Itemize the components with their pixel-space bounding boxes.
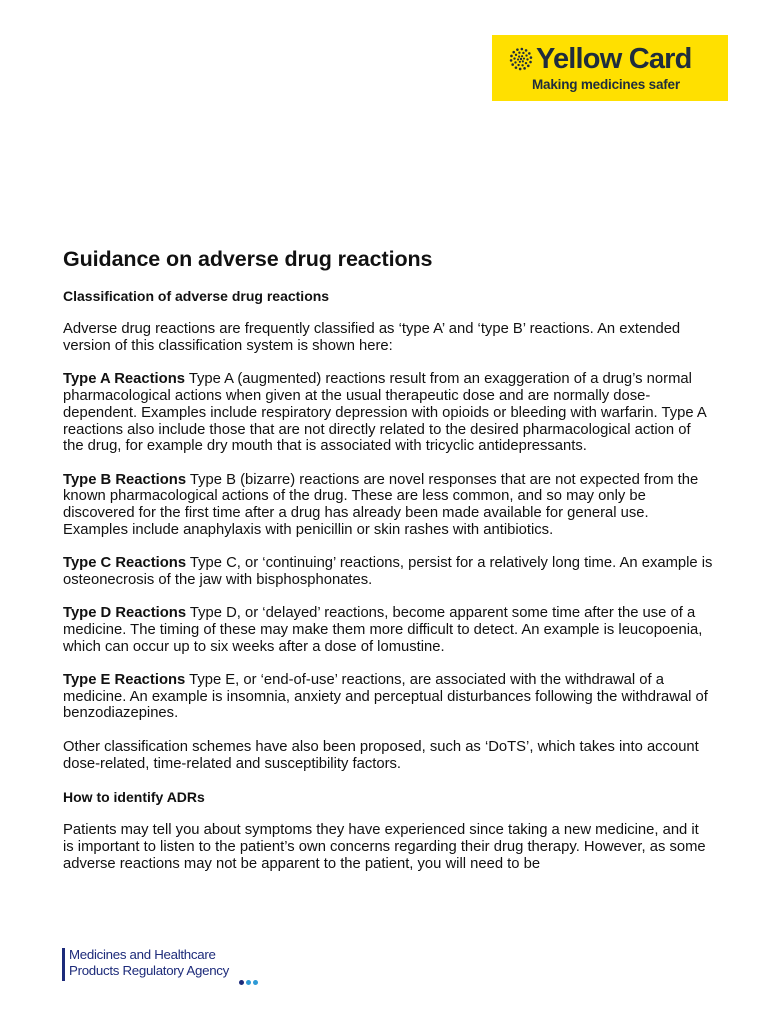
- type-a-text: Type A (augmented) reactions result from an exaggeration of a drug’s normal pharmacological actions when given at the usual therapeutic dose and are normally dose-dependent. Examples include respiratory depression with opioids or bleeding with warfarin. Type A reactions also include those that are not directly related to the desired pharmacological action of the drug, for example dry mouth that is associated with tricyclic antidepressants.: [63, 371, 706, 455]
- starburst-dot: [522, 52, 524, 54]
- starburst-dot: [525, 54, 527, 56]
- starburst-dot: [517, 58, 519, 60]
- starburst-dot: [525, 62, 527, 64]
- type-c-text: Type C, or ‘continuing’ reactions, persist for a relatively long time. An example is osteonecrosis of the jaw with bisphosphonates.: [63, 555, 713, 588]
- mhra-logo-bar: [62, 948, 65, 981]
- type-b-label: Type B Reactions: [63, 471, 187, 488]
- mhra-logo: [62, 945, 262, 989]
- starburst-dot: [526, 58, 528, 60]
- starburst-dot: [519, 61, 521, 63]
- type-a-paragraph: [63, 371, 713, 455]
- type-e-label: Type E Reactions: [63, 672, 186, 689]
- mhra-line-2: Products Regulatory Agency: [69, 963, 229, 978]
- mhra-agency-name: [69, 947, 229, 979]
- starburst-dot: [517, 64, 519, 66]
- starburst-dot: [521, 64, 523, 66]
- starburst-dot: [515, 54, 517, 56]
- type-b-text: Type B (bizarre) reactions are novel responses that are not expected from the known pharmacological actions of the drug. These are less common, and so may only be discovered for the first time after a drug has already been made available for general use. Examples include anaphylaxis with penicillin or skin rashes with antibiotics.: [63, 471, 699, 538]
- starburst-dot: [510, 59, 513, 62]
- classification-heading: Classification of adverse drug reactions: [63, 288, 330, 304]
- starburst-dot: [514, 61, 516, 63]
- type-e-text: Type E, or ‘end-of-use’ reactions, are associated with the withdrawal of a medicine. An example is insomnia, anxiety and perceptual disturbances following the withdrawal of benzodiazepines.: [63, 672, 708, 722]
- starburst-dot: [516, 48, 519, 51]
- mhra-dot-2: [246, 980, 251, 985]
- starburst-dot: [527, 65, 530, 68]
- starburst-dot: [522, 60, 524, 62]
- mhra-dot-1: [239, 980, 244, 985]
- type-e-paragraph: [63, 672, 713, 722]
- type-c-label: Type C Reactions: [63, 555, 187, 572]
- starburst-icon: [508, 46, 534, 72]
- starburst-dot: [520, 58, 522, 60]
- starburst-dot: [518, 56, 520, 58]
- starburst-dot: [519, 68, 522, 71]
- other-schemes-paragraph: Other classification schemes have also been proposed, such as ‘DoTS’, which takes into account dose-related, time-related and susceptibility factors.: [63, 738, 699, 772]
- type-a-label: Type A Reactions: [63, 371, 185, 388]
- starburst-dot: [510, 55, 513, 58]
- type-b-paragraph: [63, 472, 713, 539]
- starburst-dot: [521, 48, 524, 51]
- type-d-paragraph: [63, 605, 713, 655]
- starburst-dot: [525, 49, 528, 52]
- starburst-dot: [521, 55, 523, 57]
- document-body: [63, 244, 713, 889]
- identify-heading: How to identify ADRs: [63, 788, 205, 805]
- starburst-dot: [528, 52, 531, 55]
- document-title: Guidance on adverse drug reactions: [63, 247, 433, 271]
- intro-paragraph: Adverse drug reactions are frequently classified as ‘type A’ and ‘type B’ reactions. An extended version of this classification system is shown here:: [63, 321, 681, 355]
- yellow-card-logo: [492, 35, 728, 101]
- starburst-dot: [515, 66, 518, 69]
- starburst-dot: [511, 63, 514, 66]
- mhra-line-1: Medicines and Healthcare: [69, 947, 216, 962]
- starburst-dot: [513, 57, 515, 59]
- starburst-dot: [529, 61, 532, 64]
- starburst-dot: [530, 56, 533, 59]
- type-c-paragraph: [63, 555, 713, 588]
- type-d-text: Type D, or ‘delayed’ reactions, become apparent some time after the use of a medicine. The timing of these may make them more difficult to detect. An example is leucopoenia, which can occur up to six weeks after a dose of lomustine.: [63, 605, 703, 655]
- starburst-dot: [523, 57, 525, 59]
- identify-paragraph: Patients may tell you about symptoms they have experienced since taking a new medicine, and it is important to listen to the patient’s own concerns regarding their drug therapy. However, as some adverse reactions may not be apparent to the patient, you will need to be: [63, 822, 706, 872]
- starburst-dot: [518, 52, 520, 54]
- logo-tagline: Making medicines safer: [532, 77, 680, 92]
- mhra-dot-3: [253, 980, 258, 985]
- logo-title: Yellow Card: [536, 43, 692, 75]
- type-d-label: Type D Reactions: [63, 605, 187, 622]
- starburst-dot: [523, 67, 526, 70]
- starburst-dot: [512, 51, 515, 54]
